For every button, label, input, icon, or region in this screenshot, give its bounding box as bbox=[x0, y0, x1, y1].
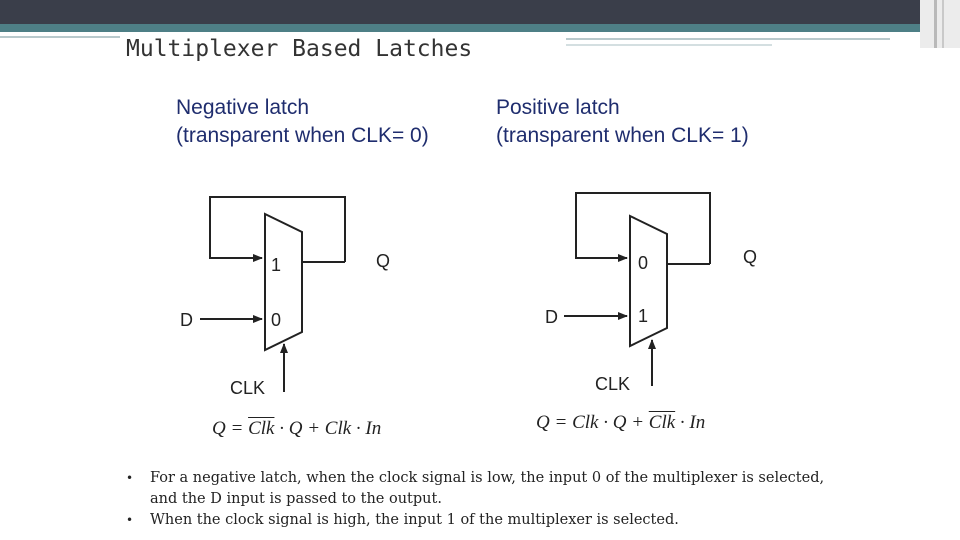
bullet-dot-icon: • bbox=[126, 513, 134, 527]
negative-latch-equation: $Q = \overline{Clk} \cdot Q$ + Clk · In bbox=[212, 418, 382, 439]
bullet-item: • For a negative latch, when the clock signal is low, the input 0 of the multiplexer is selected, and the D input is passed to the output. bbox=[126, 470, 825, 507]
clk-bar: $\overline{Clk}$ bbox=[648, 412, 676, 433]
positive-heading-line1: Positive latch bbox=[496, 96, 620, 119]
positive-d-label: D bbox=[545, 307, 558, 327]
bullet-item: • When the clock signal is high, the input 1 of the multiplexer is selected. bbox=[126, 510, 826, 531]
negative-input-0-label: 0 bbox=[271, 310, 282, 330]
positive-clk-label: CLK bbox=[595, 374, 631, 394]
bullet-dot-icon: • bbox=[126, 471, 134, 485]
negative-input-1-label: 1 bbox=[271, 255, 282, 275]
positive-latch-equation: Q = Clk · $Q + \overline{Clk} \cdot In$ bbox=[536, 412, 706, 433]
bullet-list bbox=[126, 468, 826, 531]
negative-heading-line2: (transparent when CLK= 0) bbox=[176, 124, 429, 147]
positive-latch-circuit bbox=[545, 193, 757, 394]
slide-title: Multiplexer Based Latches bbox=[126, 36, 473, 62]
positive-heading-line2: (transparent when CLK= 1) bbox=[496, 124, 749, 147]
negative-latch-circuit bbox=[180, 197, 390, 398]
positive-q-label: Q bbox=[743, 247, 758, 267]
negative-d-label: D bbox=[180, 310, 193, 330]
clk-bar: $\overline{Clk}$ bbox=[248, 418, 275, 439]
positive-input-0-label: 0 bbox=[638, 253, 649, 273]
negative-q-label: Q bbox=[376, 251, 391, 271]
negative-heading-line1: Negative latch bbox=[176, 96, 310, 119]
positive-mux bbox=[630, 216, 667, 346]
negative-clk-label: CLK bbox=[230, 378, 266, 398]
positive-input-1-label: 1 bbox=[638, 306, 649, 326]
